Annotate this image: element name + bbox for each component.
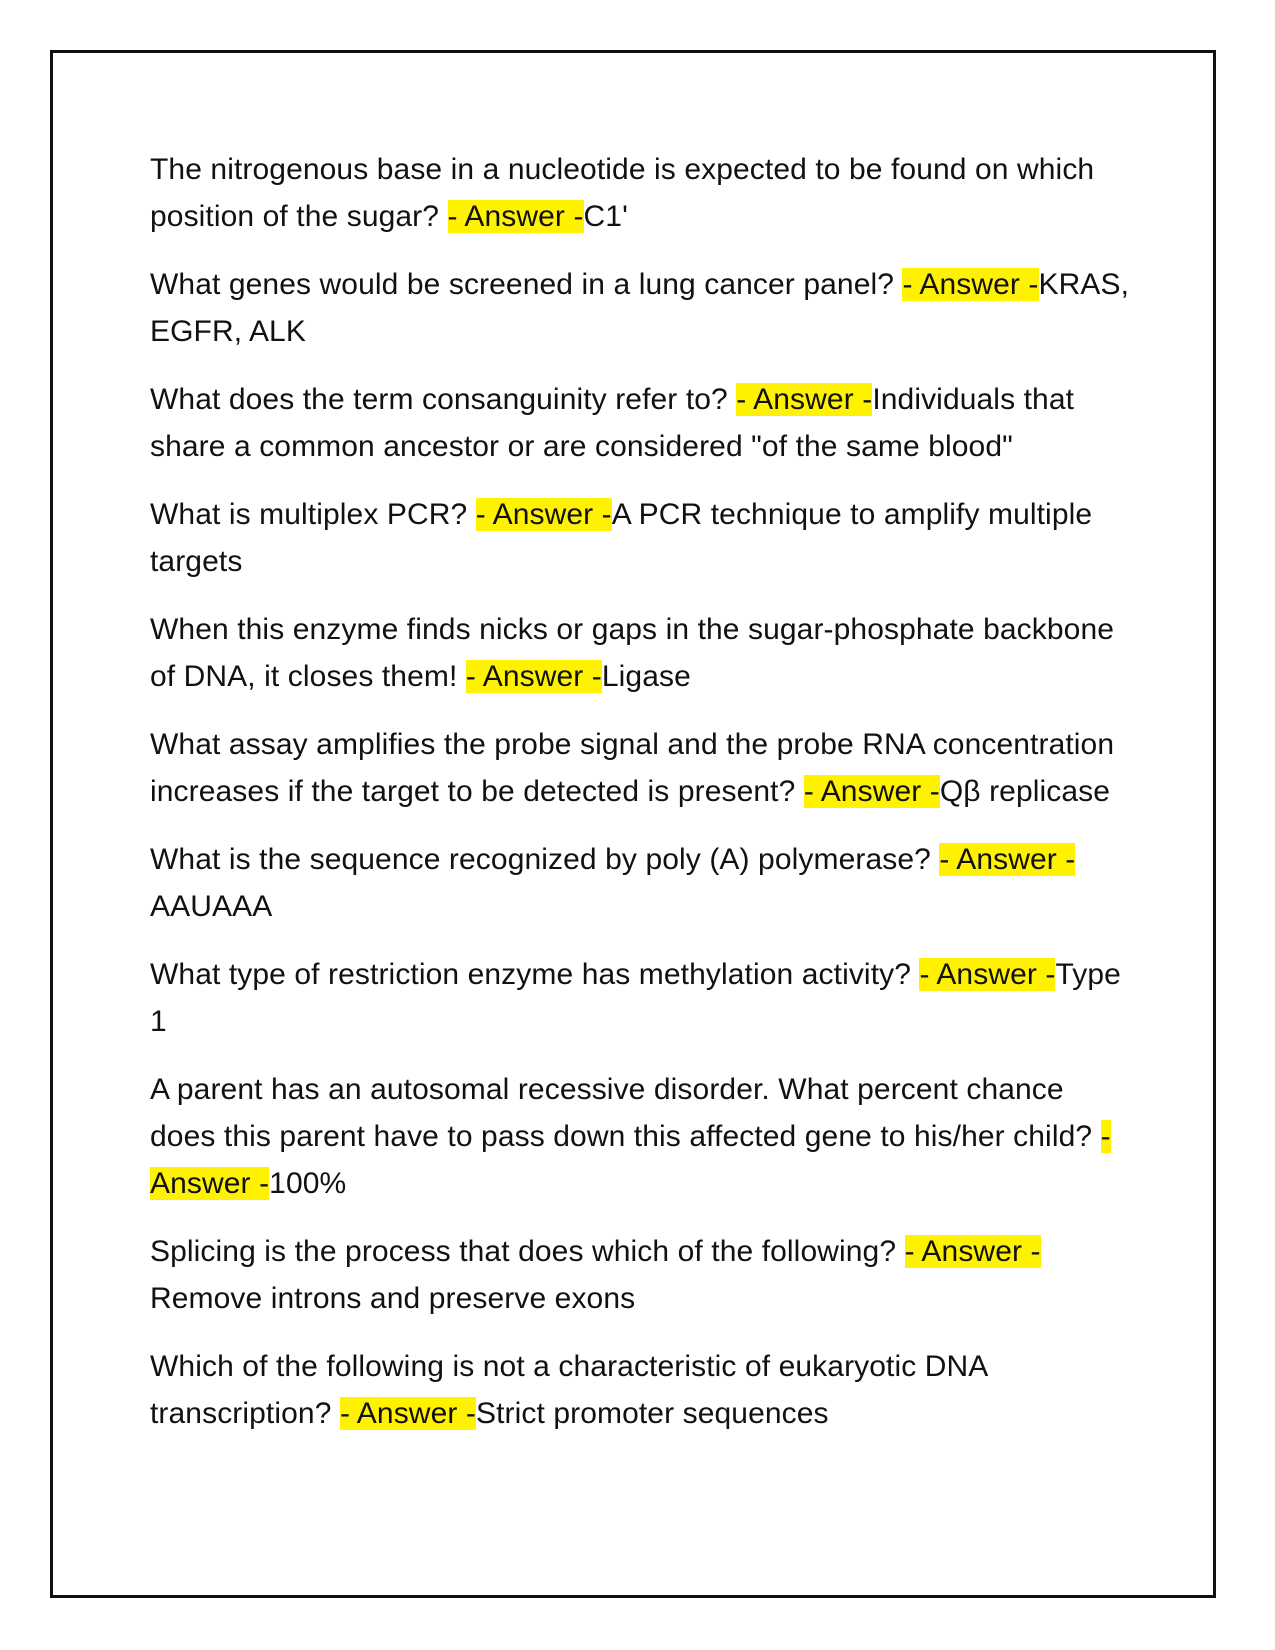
answer-text: A PCR technique to amplify multiple targets xyxy=(150,498,1093,578)
answer-text: Remove introns and preserve exons xyxy=(150,1282,636,1315)
answer-marker: - Answer - xyxy=(736,383,873,416)
qa-list xyxy=(150,146,1130,1458)
answer-text: Ligase xyxy=(601,660,691,693)
answer-marker: - Answer - xyxy=(475,498,612,531)
question-text: A parent has an autosomal recessive disorder. What percent chance does this parent have to pass down this affected gene to his/her child? xyxy=(150,1073,1101,1153)
answer-marker: - Answer - xyxy=(447,200,584,233)
answer-marker: - Answer - xyxy=(904,1235,1041,1268)
question-text: What is the sequence recognized by poly (A) polymerase? xyxy=(150,843,940,876)
qa-item xyxy=(150,721,1130,815)
answer-marker: - Answer - xyxy=(339,1397,476,1430)
answer-marker: - Answer - xyxy=(902,268,1039,301)
answer-marker: - Answer - xyxy=(919,958,1056,991)
question-text: What assay amplifies the probe signal and the probe RNA concentration increases if the target to be detected is present? xyxy=(150,728,1115,808)
qa-item xyxy=(150,951,1130,1045)
qa-item xyxy=(150,606,1130,700)
answer-text: Qβ replicase xyxy=(939,775,1111,808)
answer-text: Type 1 xyxy=(150,958,1121,1038)
answer-text: AAUAAA xyxy=(150,890,273,923)
qa-item xyxy=(150,1228,1130,1322)
answer-marker: - Answer - xyxy=(465,660,602,693)
question-text: What is multiplex PCR? xyxy=(150,498,476,531)
answer-text: KRAS, EGFR, ALK xyxy=(150,268,1130,348)
answer-marker: - Answer - xyxy=(150,1120,1111,1200)
qa-item xyxy=(150,491,1130,585)
answer-text: 100% xyxy=(269,1167,347,1200)
qa-item xyxy=(150,146,1130,240)
qa-item xyxy=(150,1343,1130,1437)
question-text: Splicing is the process that does which of the following? xyxy=(150,1235,905,1268)
qa-item xyxy=(150,261,1130,355)
question-text: Which of the following is not a characteristic of eukaryotic DNA transcription? xyxy=(150,1350,987,1430)
answer-text: C1' xyxy=(583,200,628,233)
question-text: When this enzyme finds nicks or gaps in the sugar-phosphate backbone of DNA, it closes them! xyxy=(150,613,1115,693)
qa-item xyxy=(150,376,1130,470)
qa-item xyxy=(150,1066,1130,1207)
answer-text: Strict promoter sequences xyxy=(475,1397,829,1430)
question-text: What genes would be screened in a lung cancer panel? xyxy=(150,268,903,301)
question-text: The nitrogenous base in a nucleotide is expected to be found on which position of the sugar? xyxy=(150,153,1095,233)
answer-text: Individuals that share a common ancestor or are considered "of the same blood" xyxy=(150,383,1075,463)
answer-marker: - Answer - xyxy=(803,775,940,808)
qa-item xyxy=(150,836,1130,930)
question-text: What type of restriction enzyme has methylation activity? xyxy=(150,958,920,991)
answer-marker: - Answer - xyxy=(939,843,1076,876)
question-text: What does the term consanguinity refer to? xyxy=(150,383,737,416)
